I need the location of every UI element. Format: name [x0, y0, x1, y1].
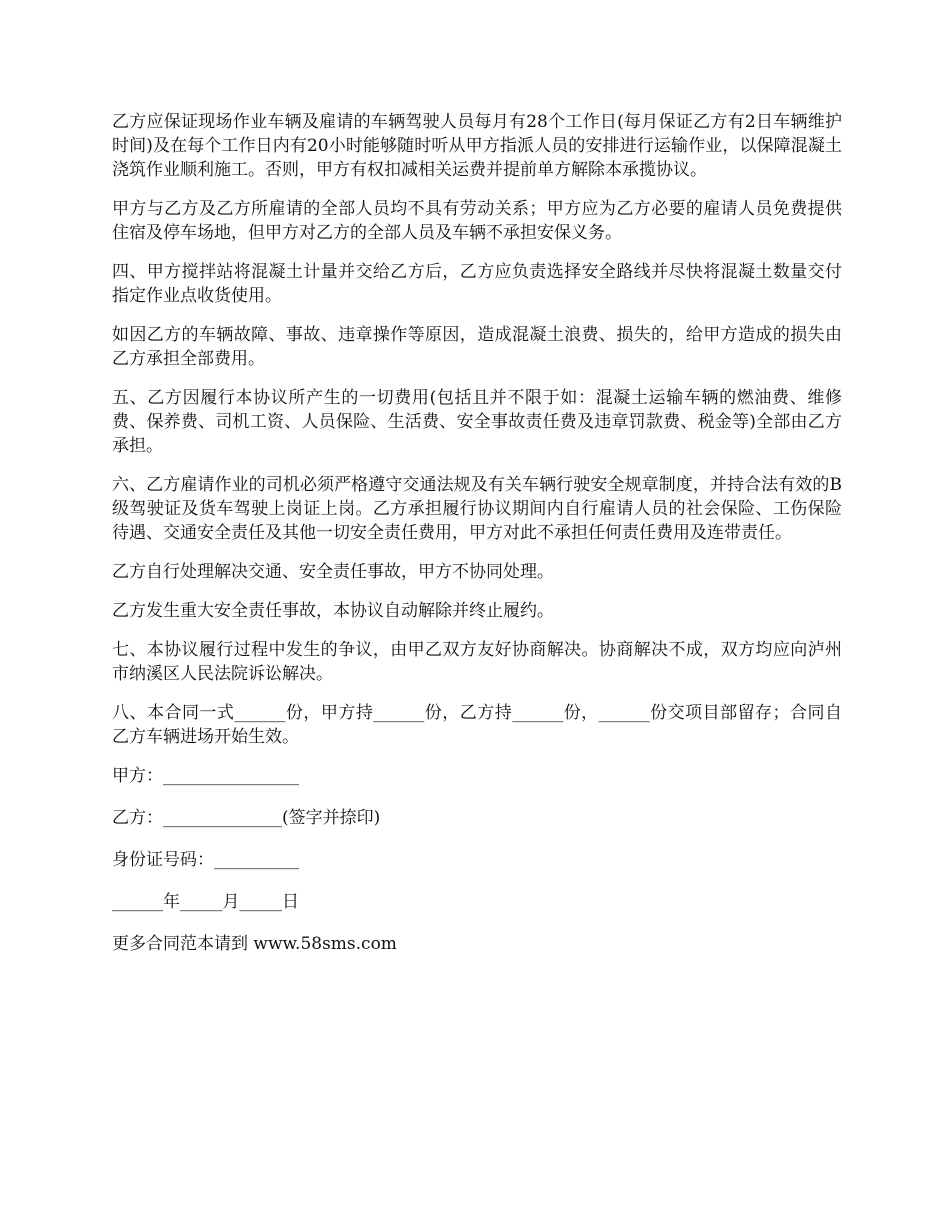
contract-page	[112, 110, 842, 974]
clause-labor-relation: 甲方与乙方及乙方所雇请的全部人员均不具有劳动关系；甲方应为乙方必要的雇请人员免费提供住宿及停车场地，但甲方对乙方的全部人员及车辆不承担安保义务。	[112, 199, 842, 243]
clause-work-schedule: 乙方应保证现场作业车辆及雇请的车辆驾驶人员每月有28个工作日(每月保证乙方有2日车辆维护时间)及在每个工作日内有20小时能够随时听从甲方指派人员的安排进行运输作业，以保障混凝土浇筑作业顺利施工。否则，甲方有权扣减相关运费并提前单方解除本承揽协议。	[112, 112, 842, 180]
date-year-label: 年	[163, 892, 180, 912]
party-a-label: 甲方：	[112, 766, 163, 786]
date-day-blank: _____	[239, 892, 282, 912]
party-b-blank: ______________	[163, 808, 282, 828]
clause-6-driver-rules: 六、乙方雇请作业的司机必须严格遵守交通法规及有关车辆行驶安全规章制度，并持合法有效的B级驾驶证及货车驾驶上岗证上岗。乙方承担履行协议期间内自行雇请人员的社会保险、工伤保险待遇、交通安全责任及其他一切安全责任费用，甲方对此不承担任何责任费用及连带责任。	[112, 475, 842, 543]
id-number-label: 身份证号码：	[112, 850, 214, 870]
party-b-signature-line	[112, 806, 842, 830]
clause-8-copies: 八、本合同一式______份，甲方持______份，乙方持______份，______份交项目部留存；合同自乙方车辆进场开始生效。	[112, 703, 842, 747]
date-month-blank: _____	[180, 892, 223, 912]
clause-5-expenses: 五、乙方因履行本协议所产生的一切费用(包括且并不限于如：混凝土运输车辆的燃油费、维修费、保养费、司机工资、人员保险、生活费、安全事故责任费及违章罚款费、税金等)全部由乙方承担。	[112, 388, 842, 456]
clause-4-delivery: 四、甲方搅拌站将混凝土计量并交给乙方后，乙方应负责选择安全路线并尽快将混凝土数量交付指定作业点收货使用。	[112, 262, 842, 306]
party-a-blank: ________________	[163, 766, 299, 786]
date-day-label: 日	[282, 892, 299, 912]
date-year-blank: ______	[112, 892, 163, 912]
id-number-line	[112, 848, 842, 872]
date-month-label: 月	[222, 892, 240, 912]
clause-accident-handling: 乙方自行处理解决交通、安全责任事故，甲方不协同处理。	[112, 562, 554, 582]
party-a-signature-line	[112, 764, 842, 788]
clause-major-accident: 乙方发生重大安全责任事故，本协议自动解除并终止履约。	[112, 601, 554, 621]
footer-more-templates: 更多合同范本请到 www.58sms.com	[112, 934, 397, 954]
clause-7-dispute: 七、本协议履行过程中发生的争议，由甲乙双方友好协商解决。协商解决不成，双方均应向泸州市纳溪区人民法院诉讼解决。	[112, 640, 842, 684]
id-number-blank: __________	[214, 850, 299, 870]
party-b-label: 乙方：	[112, 808, 163, 828]
clause-vehicle-fault-loss: 如因乙方的车辆故障、事故、违章操作等原因，造成混凝土浪费、损失的，给甲方造成的损失由乙方承担全部费用。	[112, 325, 842, 369]
party-b-note: (签字并捺印)	[282, 808, 381, 828]
date-line	[112, 890, 842, 914]
